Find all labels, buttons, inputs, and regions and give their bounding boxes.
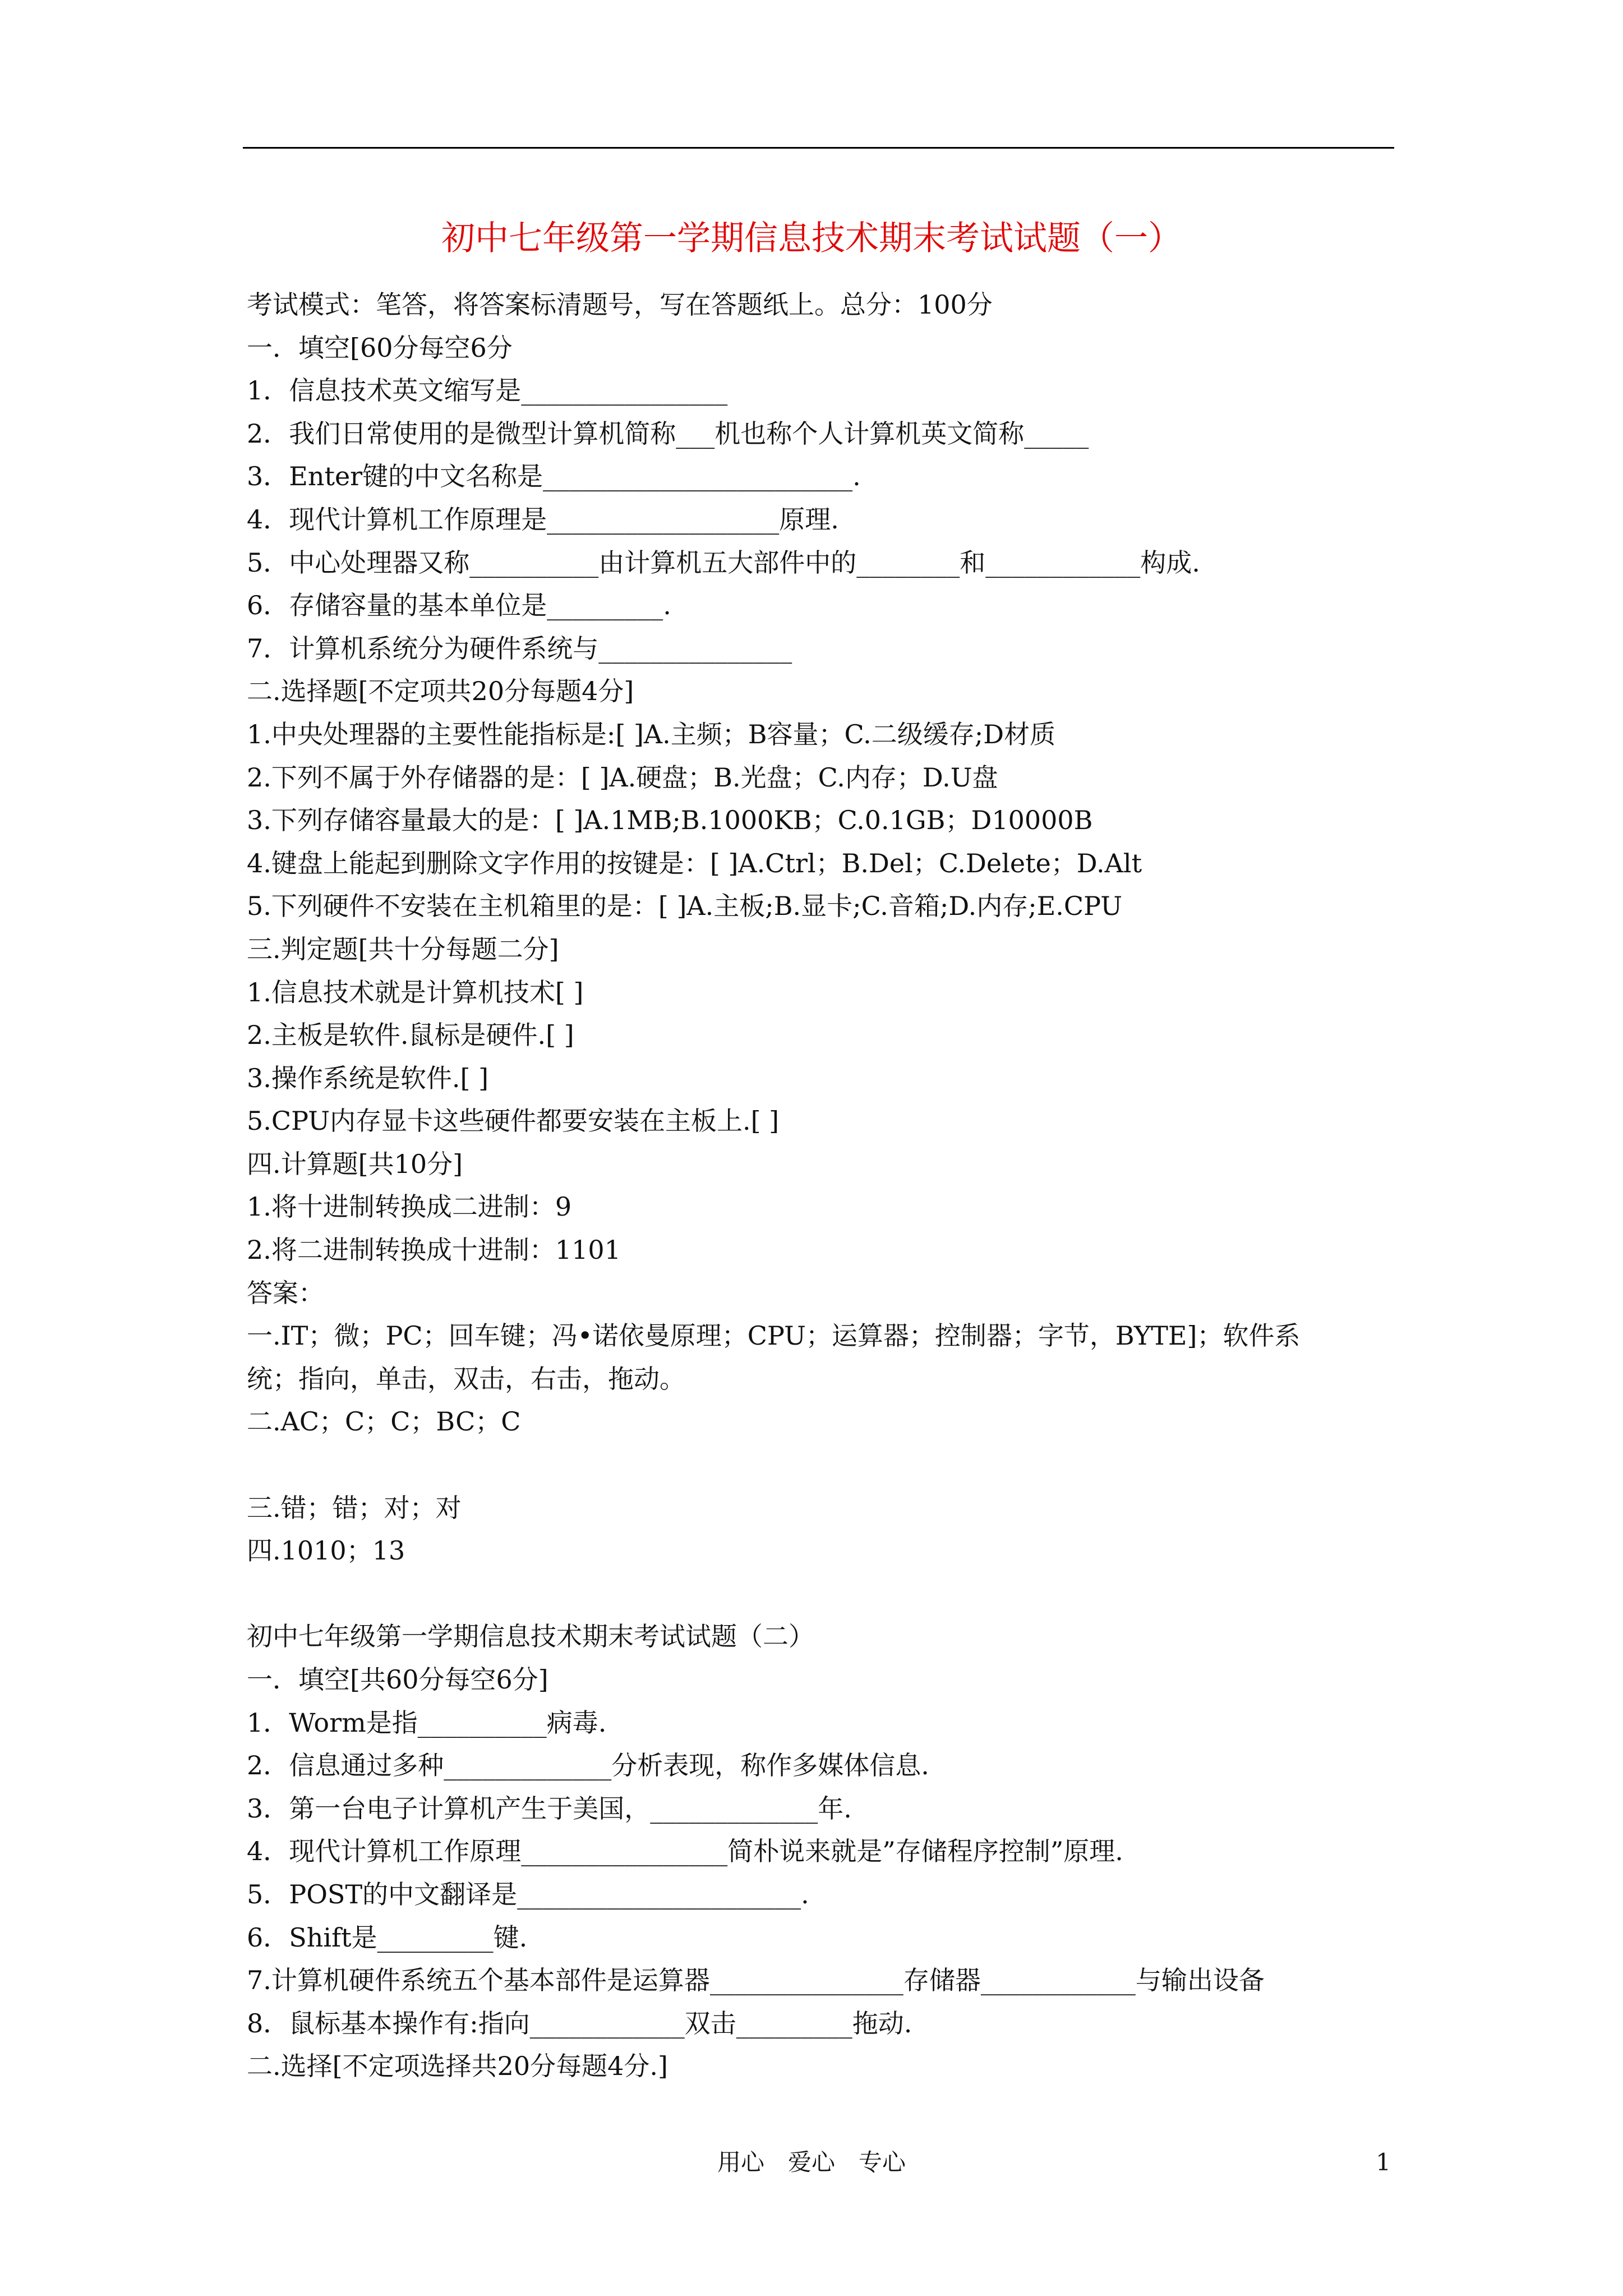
text-line: 2.主板是软件.鼠标是硬件.[ ] [247, 1020, 574, 1051]
text-line [247, 1443, 1396, 1487]
text-line: 初中七年级第一学期信息技术期末考试试题（二） [247, 1621, 814, 1652]
text-line: 1.将十进制转换成二进制：9 [247, 1191, 572, 1222]
text-line: 5.CPU内存显卡这些硬件都要安装在主板上.[ ] [247, 1106, 780, 1137]
text-line: 一.IT；微；PC；回车键；冯•诺依曼原理；CPU；运算器；控制器；字节，BYTE]；软件系 [247, 1320, 1301, 1351]
header-rule [243, 147, 1394, 149]
text-line: 8．鼠标基本操作有:指向____________双击_________拖动. [247, 2008, 912, 2039]
footer-motto: 用心 爱心 专心 [717, 2148, 906, 2176]
text-line: 2．信息通过多种_____________分析表现，称作多媒体信息. [247, 1750, 929, 1781]
text-line: 1.中央处理器的主要性能指标是:[ ]A.主频；B容量；C.二级缓存;D材质 [247, 719, 1056, 749]
text-line: 7.计算机硬件系统五个基本部件是运算器_______________存储器____________与输出设备 [247, 1965, 1265, 1996]
text-line: 3.操作系统是软件.[ ] [247, 1062, 489, 1093]
text-line: 7．计算机系统分为硬件系统与_______________ [247, 633, 792, 664]
text-line: 6．存储容量的基本单位是_________. [247, 590, 671, 621]
text-line: 2.将二进制转换成十进制：1101 [247, 1235, 621, 1266]
text-line: 统；指向，单击，双击，右击，拖动。 [247, 1363, 685, 1394]
text-line: 3．第一台电子计算机产生于美国，_____________年. [247, 1793, 852, 1824]
text-line: 3．Enter键的中文名称是________________________. [247, 461, 861, 492]
text-line: 一．填空[60分每空6分 [247, 332, 513, 363]
text-line: 2．我们日常使用的是微型计算机简称___机也称个人计算机英文简称_____ [247, 418, 1089, 449]
text-line: 二.AC；C；C；BC；C [247, 1406, 521, 1437]
text-line: 答案： [247, 1277, 324, 1308]
text-line: 三.错；错；对；对 [247, 1492, 462, 1523]
text-line: 二.选择[不定项选择共20分每题4分.] [247, 2051, 668, 2082]
text-line: 1．Worm是指__________病毒. [247, 1707, 607, 1738]
text-line: 6．Shift是_________键. [247, 1922, 528, 1953]
text-line: 三.判定题[共十分每题二分] [247, 933, 559, 964]
document-body [247, 283, 1396, 2088]
text-line: 1．信息技术英文缩写是________________ [247, 375, 728, 406]
text-line: 3.下列存储容量最大的是：[ ]A.1MB;B.1000KB；C.0.1GB；D10000B [247, 805, 1093, 836]
text-line: 5．中心处理器又称__________由计算机五大部件中的________和____________构成. [247, 547, 1200, 578]
text-line: 考试模式：笔答，将答案标清题号，写在答题纸上。总分：100分 [247, 289, 993, 320]
text-line: 四.1010；13 [247, 1535, 405, 1566]
text-line [247, 1572, 1396, 1616]
text-line: 二.选择题[不定项共20分每题4分] [247, 676, 634, 707]
text-line: 1.信息技术就是计算机技术[ ] [247, 977, 584, 1007]
text-line: 5．POST的中文翻译是______________________. [247, 1879, 809, 1910]
text-line: 4．现代计算机工作原理________________简朴说来就是”存储程序控制”原理. [247, 1836, 1123, 1867]
page-number: 1 [1376, 2148, 1391, 2176]
text-line: 一．填空[共60分每空6分] [247, 1664, 548, 1695]
text-line: 4.键盘上能起到删除文字作用的按键是：[ ]A.Ctrl；B.Del；C.Delete；D.Alt [247, 848, 1142, 878]
page-title: 初中七年级第一学期信息技术期末考试试题（一） [441, 219, 1182, 258]
text-line: 2.下列不属于外存储器的是：[ ]A.硬盘；B.光盘；C.内存；D.U盘 [247, 762, 998, 793]
text-line: 4．现代计算机工作原理是__________________原理. [247, 504, 839, 535]
text-line: 四.计算题[共10分] [247, 1148, 463, 1179]
text-line: 5.下列硬件不安装在主机箱里的是：[ ]A.主板;B.显卡;C.音箱;D.内存;E.CPU [247, 891, 1123, 922]
